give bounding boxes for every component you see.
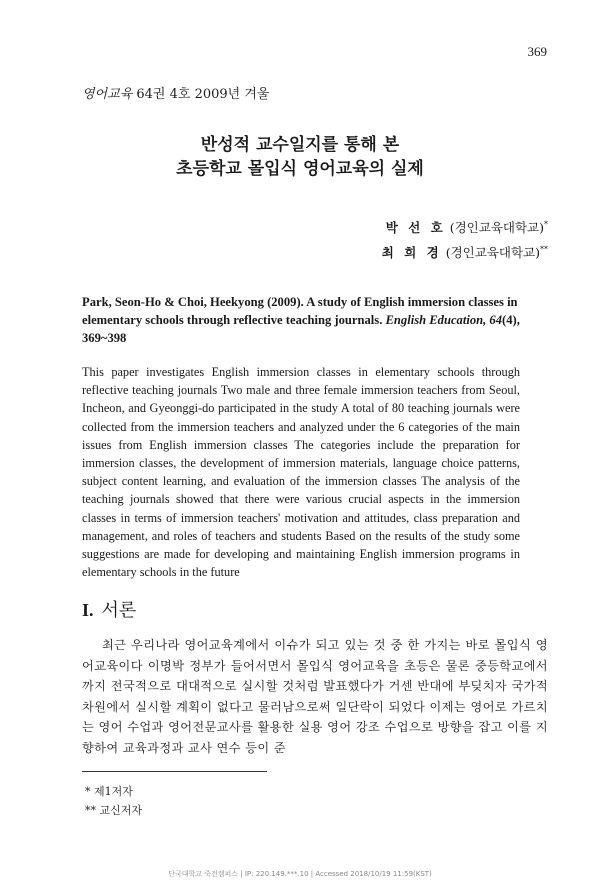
access-watermark: 단국대학교 죽전캠퍼스 | IP: 220.149.***.10 | Accessed 2018/10/19 11:59(KST) [168,870,432,878]
title-line-1: 반성적 교수일지를 통해 본 [200,135,400,155]
section-number: I. [82,600,94,620]
footnote-divider [82,771,267,772]
footnote-1: * 제1저자 [85,785,133,798]
author-mark: ** [540,245,548,255]
abstract: This paper investigates English immersion classes in elementary schools through reflective teaching journals Two male and three female immersion teachers from Seoul, Incheon, and Gyeonggi-do participated in the study A total of 80 teaching journals were collected from the immersion teachers and analyzed under the 6 categories of the main issues from English immersion classes The categories include the preparation for immersion classes, the development of immersion materials, language choice patterns, subject content learning, and evaluation of the immersion classes The analysis of the teaching journals showed that there were various crucial aspects in the immersion classes in terms of immersion teachers' motivation and attitudes, class preparation and management, and roles of teachers and students Based on the results of the study some suggestions are made for developing and maintaining English immersion programs in elementary schools in the future [82,365,520,580]
citation-text: Park, Seon-Ho & Choi, Heekyong (2009). A study of English immersion classes in elementary schools through reflective teaching journals. [82,295,518,327]
author-name: 박 선 호 [385,220,446,236]
journal-header [82,83,269,102]
journal-name: 영어교육 [82,87,133,102]
author-mark: * [544,220,548,229]
author-list [382,214,548,264]
author-affiliation: (경인교육대학교) [445,245,540,261]
author-2 [382,239,548,264]
author-affiliation: (경인교육대학교) [449,220,544,236]
body-paragraph: 최근 우리나라 영어교육계에서 이슈가 되고 있는 것 중 한 가지는 바로 몰입식 영어교육이다 이명박 정부가 들어서면서 몰입식 영어교육을 초등은 물론 중등학교에서까지 전국적으로 대대적으로 실시할 것처럼 발표했다가 거센 반대에 부딪치자 국가적 차원에서 실시할 계획이 없다고 물러남으로써 일단락이 되었다 이제는 영어로 가르치는 영어 수업과 영어전문교사를 활용한 실용 영어 강조 수업으로 방향을 잡고 이를 지향하여 교육과정과 교사 연수 등이 준 [82,638,548,755]
page-number: 369 [527,44,547,59]
citation-journal: English Education, 64 [385,313,503,327]
citation-issue-pages: (4), 369~398 [82,313,520,345]
section-title: 서론 [101,600,137,621]
section-heading [82,596,136,622]
footnote-2: ** 교신저자 [85,804,143,817]
citation [82,293,522,347]
footnotes [85,782,142,820]
title-line-2: 초등학교 몰입식 영어교육의 실제 [176,159,424,179]
paper-title [0,133,600,181]
author-1 [382,214,548,239]
author-name: 최 희 경 [381,245,442,261]
journal-issue: 64권 4호 2009년 겨울 [136,87,270,102]
